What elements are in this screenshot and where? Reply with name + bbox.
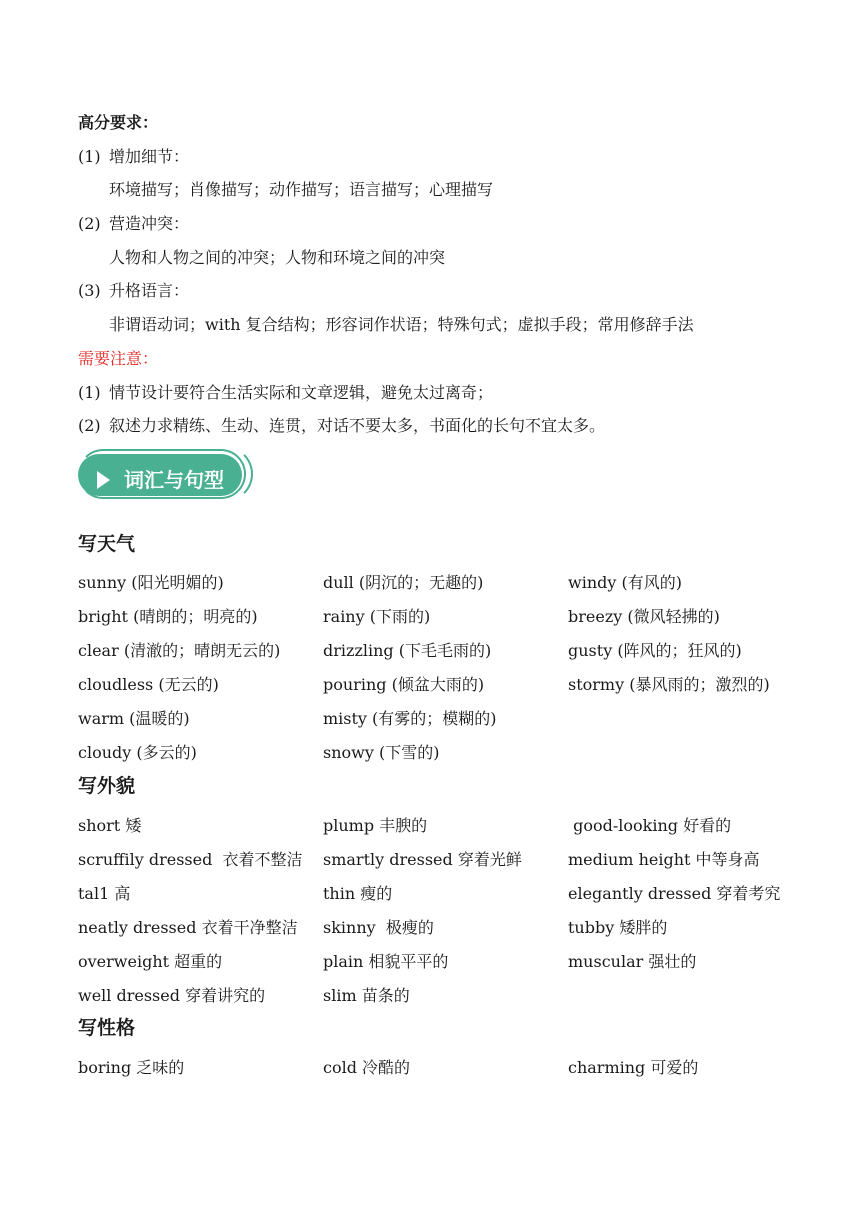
table-cell: gusty (阵风的；狂风的) (568, 641, 742, 660)
table-row (78, 884, 798, 918)
table-row (78, 850, 798, 884)
table-cell: sunny (阳光明媚的) (78, 573, 224, 592)
weather-table (78, 573, 798, 777)
note-text: 叙述力求精练、生动、连贯，对话不要太多，书面化的长句不宜太多。 (109, 416, 606, 435)
note-text: 情节设计要符合生活实际和文章逻辑，避免太过离奇； (109, 383, 494, 402)
item-number: (1) (78, 147, 101, 166)
requirement-detail-3: 非谓语动词；with 复合结构；形容词作状语；特殊句式；虚拟手段；常用修辞手法 (109, 315, 694, 334)
item-label: 营造冲突： (109, 214, 190, 233)
item-number: (1) (78, 383, 101, 402)
table-cell: cold 冷酷的 (323, 1058, 411, 1077)
table-row (78, 709, 798, 743)
requirement-item-2 (78, 214, 189, 234)
table-cell: boring 乏味的 (78, 1058, 185, 1077)
table-cell: muscular 强壮的 (568, 952, 697, 971)
table-cell: drizzling (下毛毛雨的) (323, 641, 492, 660)
requirements-title: 高分要求： (78, 113, 159, 132)
table-cell: tubby 矮胖的 (568, 918, 668, 937)
table-row (78, 952, 798, 986)
table-cell: plump 丰腴的 (323, 816, 428, 835)
table-row (78, 675, 798, 709)
table-row (78, 1058, 798, 1092)
table-row (78, 607, 798, 641)
item-number: (3) (78, 281, 101, 300)
requirement-detail-1: 环境描写；肖像描写；动作描写；语言描写；心理描写 (109, 180, 494, 199)
table-cell: charming 可爱的 (568, 1058, 699, 1077)
table-row (78, 986, 798, 1020)
banner-pill (78, 454, 242, 496)
table-cell: smartly dressed 穿着光鲜 (323, 850, 522, 869)
table-cell: skinny 极瘦的 (323, 918, 434, 937)
table-cell: thin 瘦的 (323, 884, 393, 903)
table-cell: cloudless (无云的) (78, 675, 219, 694)
table-row (78, 816, 798, 850)
appearance-title: 写外貌 (78, 775, 136, 797)
weather-title: 写天气 (78, 533, 136, 555)
table-cell: elegantly dressed 穿着考究 (568, 884, 781, 903)
table-cell: warm (温暖的) (78, 709, 190, 728)
table-cell: good-looking 好看的 (568, 816, 732, 835)
table-cell: slim 苗条的 (323, 986, 410, 1005)
table-cell: scruffily dressed 衣着不整洁 (78, 850, 303, 869)
table-row (78, 573, 798, 607)
item-label: 增加细节： (109, 147, 190, 166)
section-banner (78, 449, 253, 503)
table-cell: bright (晴朗的；明亮的) (78, 607, 258, 626)
table-cell: overweight 超重的 (78, 952, 223, 971)
table-cell: rainy (下雨的) (323, 607, 431, 626)
table-cell: well dressed 穿着讲究的 (78, 986, 266, 1005)
table-cell: breezy (微风轻拂的) (568, 607, 720, 626)
table-row (78, 918, 798, 952)
item-number: (2) (78, 416, 101, 435)
table-cell: short 矮 (78, 816, 142, 835)
table-cell: neatly dressed 衣着干净整洁 (78, 918, 298, 937)
banner-label: 词汇与句型 (124, 468, 224, 492)
table-cell: dull (阴沉的；无趣的) (323, 573, 484, 592)
requirement-detail-2: 人物和人物之间的冲突；人物和环境之间的冲突 (109, 248, 446, 267)
play-icon (97, 471, 110, 489)
requirement-item-1 (78, 147, 189, 167)
requirement-item-3 (78, 281, 189, 301)
table-cell: medium height 中等身高 (568, 850, 760, 869)
table-cell: pouring (倾盆大雨的) (323, 675, 485, 694)
item-number: (2) (78, 214, 101, 233)
table-cell: tal1 高 (78, 884, 131, 903)
notes-title: 需要注意： (78, 349, 159, 368)
table-cell: snowy (下雪的) (323, 743, 440, 762)
table-cell: misty (有雾的；模糊的) (323, 709, 497, 728)
table-cell: clear (清澈的；晴朗无云的) (78, 641, 281, 660)
table-cell: stormy (暴风雨的；激烈的) (568, 675, 770, 694)
table-row (78, 641, 798, 675)
table-row (78, 743, 798, 777)
note-item-2 (78, 416, 605, 436)
table-cell: windy (有风的) (568, 573, 682, 592)
personality-title: 写性格 (78, 1017, 136, 1039)
appearance-table (78, 816, 798, 1020)
table-cell: cloudy (多云的) (78, 743, 197, 762)
note-item-1 (78, 383, 493, 403)
personality-table (78, 1058, 798, 1092)
table-cell: plain 相貌平平的 (323, 952, 449, 971)
item-label: 升格语言： (109, 281, 190, 300)
